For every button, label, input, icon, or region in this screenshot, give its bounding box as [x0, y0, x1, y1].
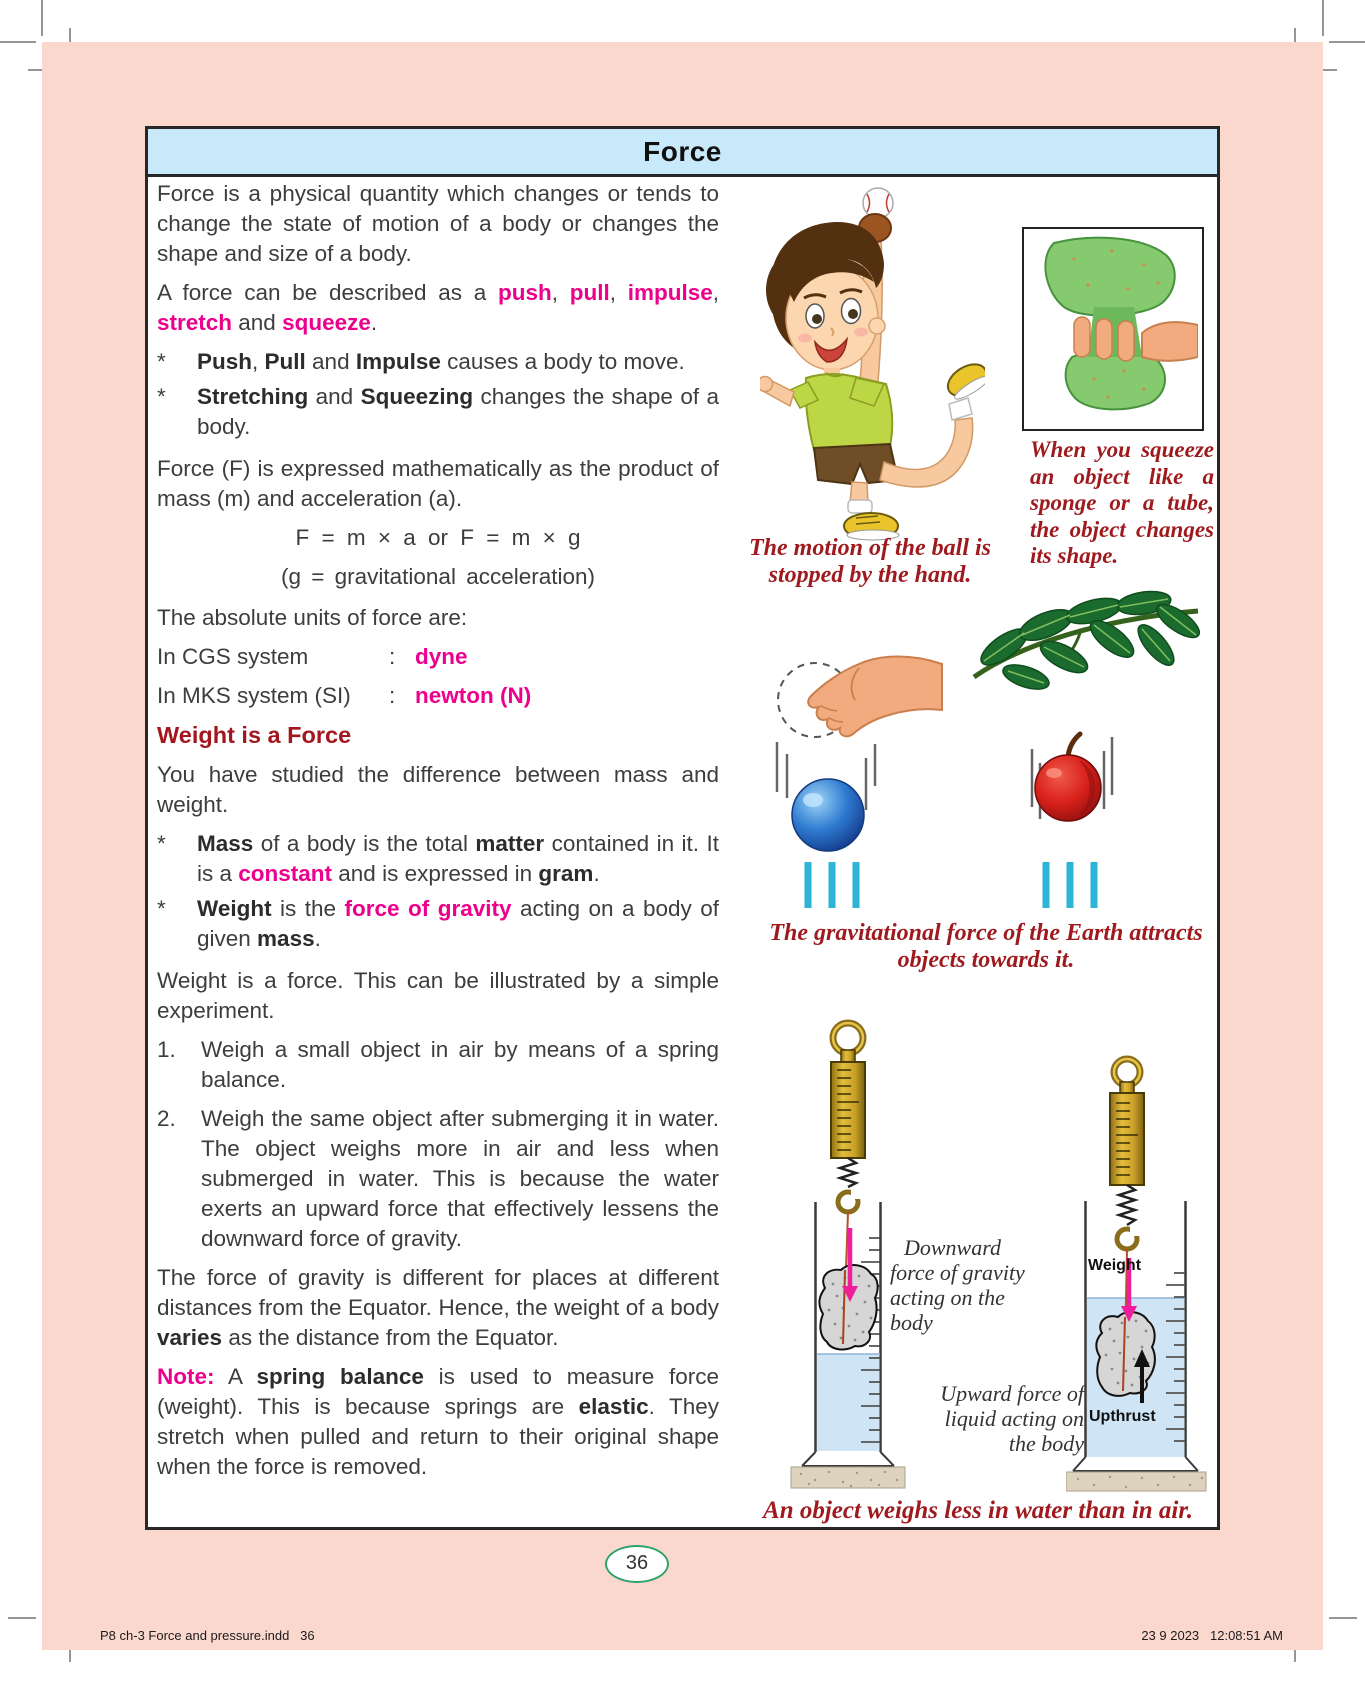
page-number-badge	[605, 1545, 669, 1583]
paragraph-force-formula-intro: Force (F) is expressed mathematically as the product of mass (m) and acceleration (a).	[157, 456, 719, 511]
label-upthrust: Upthrust	[1089, 1408, 1156, 1425]
crop-mark	[0, 41, 36, 43]
paragraph-force-types: A force can be described as a push, pull, impulse, stretch and squeeze.	[157, 280, 719, 335]
bullet-mass: * Mass of a body is the total matter contained in it. It is a constant and is expressed in gram.	[157, 831, 719, 886]
bullet-push-pull-impulse: * Push, Pull and Impulse causes a body to move.	[157, 349, 685, 374]
print-footer-timestamp: 23 9 2023 12:08:51 AM	[1141, 1628, 1283, 1643]
bullet-stretch-squeeze: * Stretching and Squeezing changes the shape of a body.	[157, 384, 719, 439]
crop-mark	[8, 1617, 36, 1619]
boy-catching-ball-illustration	[760, 180, 985, 550]
paragraph-note-spring-balance: Note: A spring balance is used to measure force (weight). This is because springs are elastic. They stretch when pulled and return to their original shape when the force is removed.	[157, 1364, 720, 1479]
body-text-column	[157, 179, 719, 1491]
sponge-squeeze-illustration	[1022, 227, 1204, 431]
paragraph-force-definition: Force is a physical quantity which changes or tends to change the state of motion of a body or changes the shape and size of a body.	[157, 181, 719, 266]
experiment-step-2: 2. Weigh the same object after submerging it in water. The object weighs more in air and less when submerged in water. This is because the water exerts an upward force that effectively lessens the downward force of gravity.	[157, 1106, 719, 1251]
caption-ball-motion: The motion of the ball is stopped by the hand.	[748, 535, 991, 588]
section-heading-weight-is-a-force: Weight is a Force	[157, 722, 352, 748]
apple-falling-from-branch-illustration	[960, 581, 1200, 911]
crop-mark	[41, 0, 43, 36]
crop-mark	[1329, 1617, 1357, 1619]
experiment-step-1: 1. Weigh a small object in air by means of a spring balance.	[157, 1037, 719, 1092]
hand-dropping-ball-illustration	[763, 634, 943, 914]
crop-mark	[1329, 41, 1365, 43]
unit-row-mks: In MKS system (SI) : newton (N)	[157, 681, 719, 711]
unit-value-dyne: dyne	[415, 644, 468, 669]
unit-value-newton: newton (N)	[415, 683, 532, 708]
page-number: 36	[625, 1552, 649, 1574]
caption-object-weighs-less: An object weighs less in water than in air.	[763, 1497, 1193, 1524]
print-footer-filename: P8 ch-3 Force and pressure.indd 36	[100, 1628, 315, 1643]
force-formula-note: (g = gravitational acceleration)	[280, 564, 596, 589]
label-downward-force: Downward force of gravity acting on the body	[890, 1235, 1025, 1335]
caption-gravitational-force: The gravitational force of the Earth attracts objects towards it.	[769, 920, 1203, 973]
paragraph-units-intro: The absolute units of force are:	[157, 605, 468, 630]
paragraph-gravity-equator: The force of gravity is different for places at different distances from the Equator. Hence, the weight of a body varies as the distance from the Equator.	[157, 1265, 719, 1350]
bullet-weight: * Weight is the force of gravity acting on a body of given mass.	[157, 896, 719, 951]
chapter-title-bar	[148, 129, 1217, 177]
unit-row-cgs: In CGS system : dyne	[157, 642, 719, 672]
caption-sponge-squeeze: When you squeeze an object like a sponge or a tube, the object changes its shape.	[1030, 437, 1214, 568]
force-formula: F = m × a or F = m × g	[295, 525, 581, 550]
paragraph-mass-weight-intro: You have studied the difference between mass and weight.	[157, 762, 719, 817]
label-weight: Weight	[1088, 1257, 1142, 1274]
lesson-content-box	[145, 126, 1220, 1530]
label-upward-force: Upward force of liquid acting on the body	[940, 1381, 1084, 1456]
experiment-steps	[157, 1035, 719, 1254]
paragraph-experiment-intro: Weight is a force. This can be illustrated by a simple experiment.	[157, 968, 719, 1023]
crop-mark	[1322, 0, 1324, 36]
page-title: Force	[643, 136, 722, 167]
